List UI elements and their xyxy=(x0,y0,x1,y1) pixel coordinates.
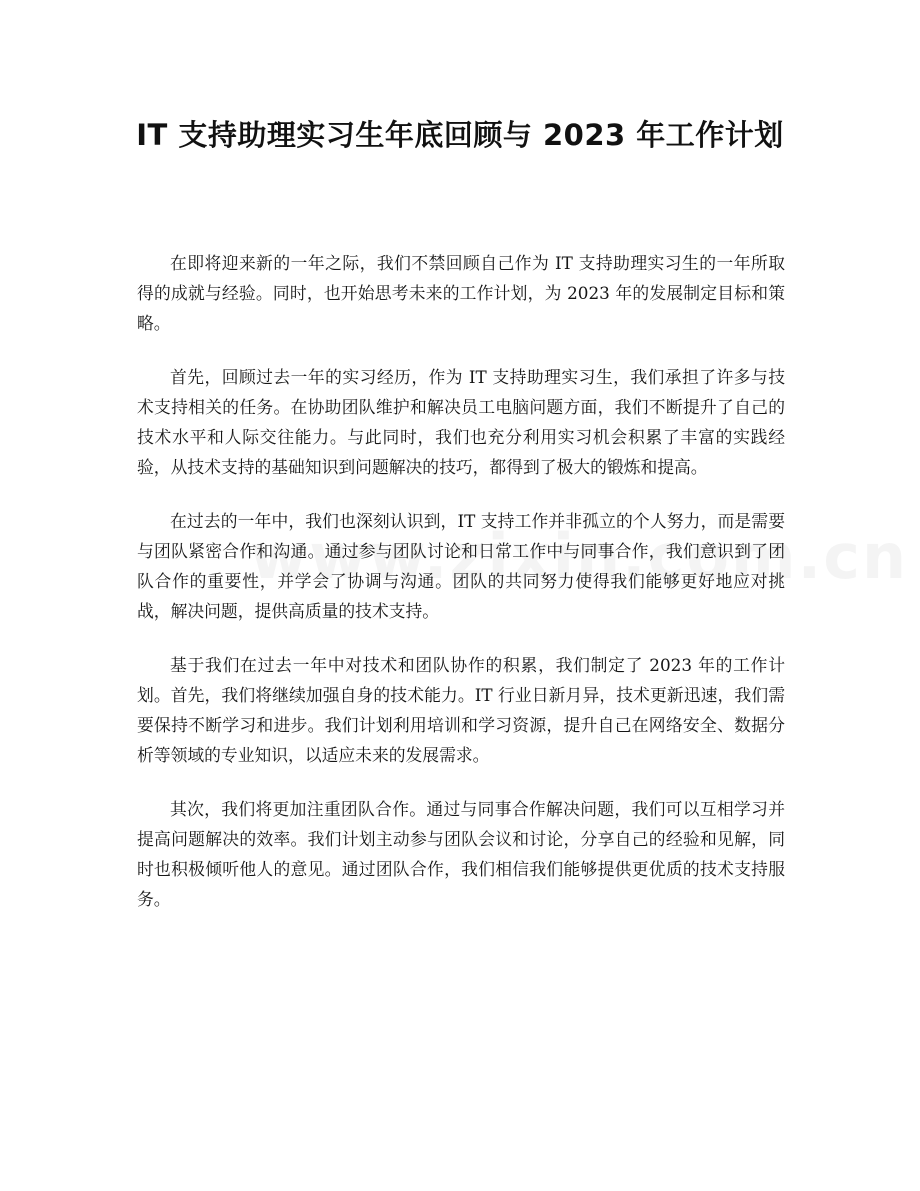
paragraph-review: 首先，回顾过去一年的实习经历，作为 IT 支持助理实习生，我们承担了许多与技术支持相关的任务。在协助团队维护和解决员工电脑问题方面，我们不断提升了自己的技术水平和人际交往能力。与此同时，我们也充分利用实习机会积累了丰富的实践经验，从技术支持的基础知识到问题解决的技巧，都得到了极大的锻炼和提高。 xyxy=(137,367,785,477)
paragraph-plan-team: 其次，我们将更加注重团队合作。通过与同事合作解决问题，我们可以互相学习并提高问题解决的效率。我们计划主动参与团队会议和讨论，分享自己的经验和见解，同时也积极倾听他人的意见。通过团队合作，我们相信我们能够提供更优质的技术支持服务。 xyxy=(137,799,785,909)
document-body xyxy=(137,248,785,938)
paragraph-intro: 在即将迎来新的一年之际，我们不禁回顾自己作为 IT 支持助理实习生的一年所取得的成就与经验。同时，也开始思考未来的工作计划，为 2023 年的发展制定目标和策略。 xyxy=(137,253,785,333)
document-title: IT 支持助理实习生年底回顾与 2023 年工作计划 xyxy=(136,118,784,152)
paragraph-teamwork: 在过去的一年中，我们也深刻认识到，IT 支持工作并非孤立的个人努力，而是需要与团队紧密合作和沟通。通过参与团队讨论和日常工作中与同事合作，我们意识到了团队合作的重要性，并学会了协调与沟通。团队的共同努力使得我们能够更好地应对挑战，解决问题，提供高质量的技术支持。 xyxy=(137,511,785,621)
paragraph-plan-tech: 基于我们在过去一年中对技术和团队协作的积累，我们制定了 2023 年的工作计划。首先，我们将继续加强自身的技术能力。IT 行业日新月异，技术更新迅速，我们需要保持不断学习和进步。我们计划利用培训和学习资源，提升自己在网络安全、数据分析等领域的专业知识，以适应未来的发展需求。 xyxy=(137,655,785,765)
